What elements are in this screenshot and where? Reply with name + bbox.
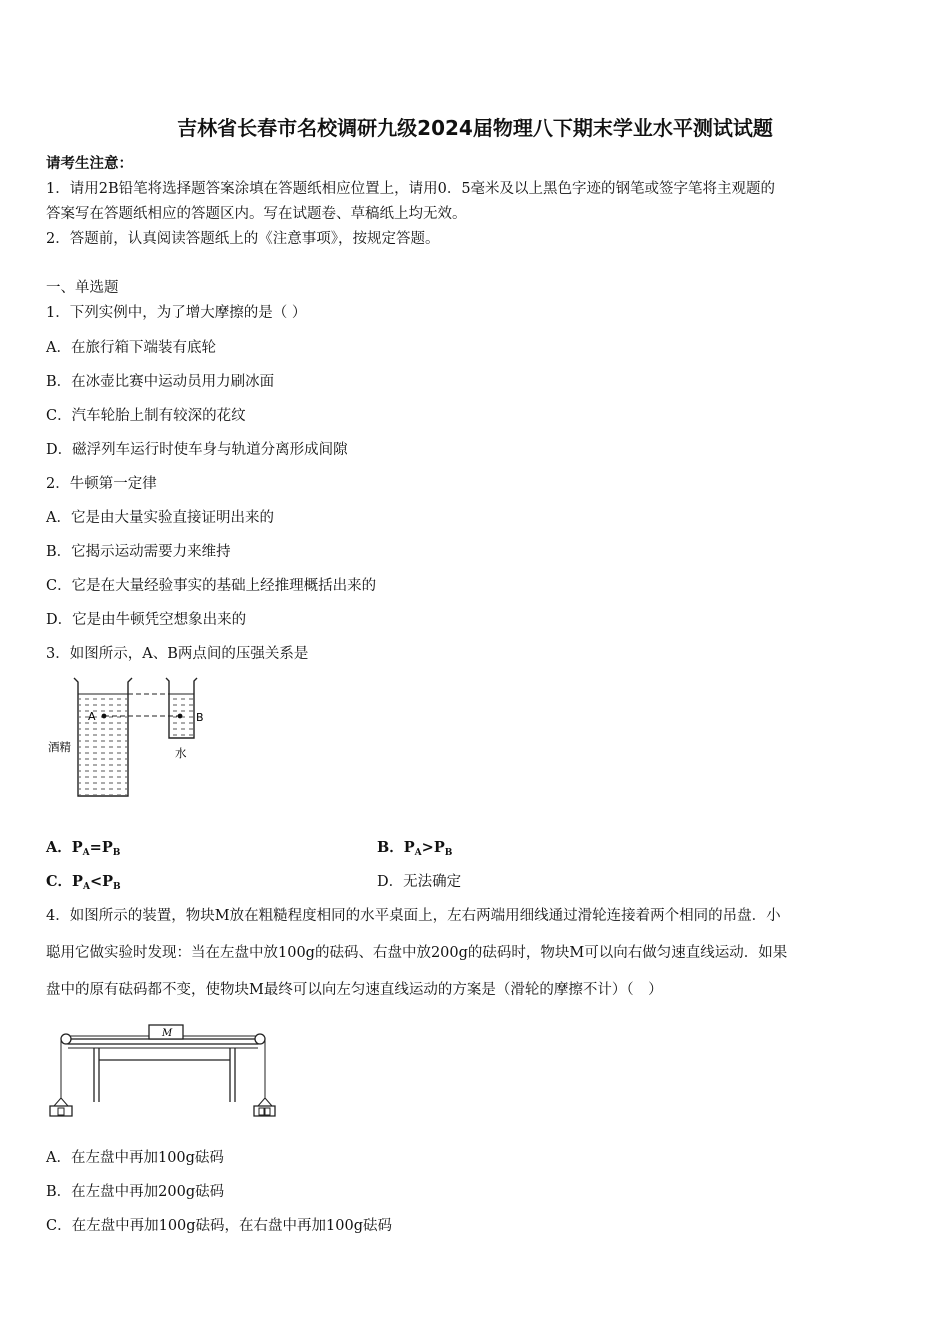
q1-option-a: A．在旅行箱下端装有底轮 — [46, 340, 216, 356]
label-b: B — [196, 711, 204, 724]
label-water: 水 — [175, 746, 187, 760]
q3-option-c: C．$P_A<P_B$ — [46, 873, 121, 892]
block-m-label: M — [162, 1028, 173, 1039]
label-a: A — [88, 710, 96, 723]
q2-option-a: A．它是由大量实验直接证明出来的 — [46, 510, 274, 526]
q4-stem-line: 盘中的原有砝码都不变，使物块M最终可以向左匀速直线运动的方案是（滑轮的摩擦不计）（ ） — [46, 982, 663, 998]
q3-option-b: B．$P_A>P_B$ — [377, 839, 453, 858]
q3-option-d: D．无法确定 — [377, 874, 462, 890]
q1-stem: 1．下列实例中，为了增大摩擦的是（ ） — [46, 305, 307, 321]
containers-figure — [44, 672, 210, 804]
label-alcohol: 酒精 — [48, 740, 71, 754]
notice-heading: 请考生注意： — [46, 155, 133, 172]
q2-option-c: C．它是在大量经验事实的基础上经推理概括出来的 — [46, 578, 377, 594]
pulley-right — [255, 1034, 265, 1044]
notice-item: 答案写在答题纸相应的答题区内。写在试题卷、草稿纸上均无效。 — [46, 206, 467, 222]
pulley-left — [61, 1034, 71, 1044]
q4-stem-line: 聪用它做实验时发现：当在左盘中放100g的砝码、右盘中放200g的砝码时，物块M可以向右做匀速直线运动．如果 — [46, 945, 788, 961]
point-a — [102, 714, 107, 719]
q3-option-a: A．$P_A=P_B$ — [46, 839, 121, 858]
q1-option-c: C．汽车轮胎上制有较深的花纹 — [46, 408, 246, 424]
document-title: 吉林省长春市名校调研九级2024届物理八下期末学业水平测试试题 — [177, 116, 773, 140]
q4-stem-line: 4．如图所示的装置，物块M放在粗糙程度相同的水平桌面上，左右两端用细线通过滑轮连接着两个相同的吊盘．小 — [46, 908, 781, 924]
q2-option-d: D．它是由牛顿凭空想象出来的 — [46, 612, 247, 628]
section-heading: 一、单选题 — [46, 280, 119, 296]
q2-option-b: B．它揭示运动需要力来维持 — [46, 544, 231, 560]
q4-option-a: A．在左盘中再加100g砝码 — [46, 1150, 224, 1166]
q2-stem: 2．牛顿第一定律 — [46, 476, 157, 492]
q3-stem: 3．如图所示，A、B两点间的压强关系是 — [46, 646, 309, 662]
notice-item: 2．答题前，认真阅读答题纸上的《注意事项》，按规定答题。 — [46, 231, 440, 247]
q4-option-c: C．在左盘中再加100g砝码，在右盘中再加100g砝码 — [46, 1218, 393, 1234]
q1-option-d: D．磁浮列车运行时使车身与轨道分离形成间隙 — [46, 442, 348, 458]
q1-option-b: B．在冰壶比赛中运动员用力刷冰面 — [46, 374, 275, 390]
pulley-table-figure — [46, 1022, 276, 1122]
q4-option-b: B．在左盘中再加200g砝码 — [46, 1184, 225, 1200]
notice-item: 1．请用2B铅笔将选择题答案涂填在答题纸相应位置上，请用0．5毫米及以上黑色字迹的钢笔或签字笔将主观题的 — [46, 181, 776, 197]
point-b — [178, 714, 183, 719]
